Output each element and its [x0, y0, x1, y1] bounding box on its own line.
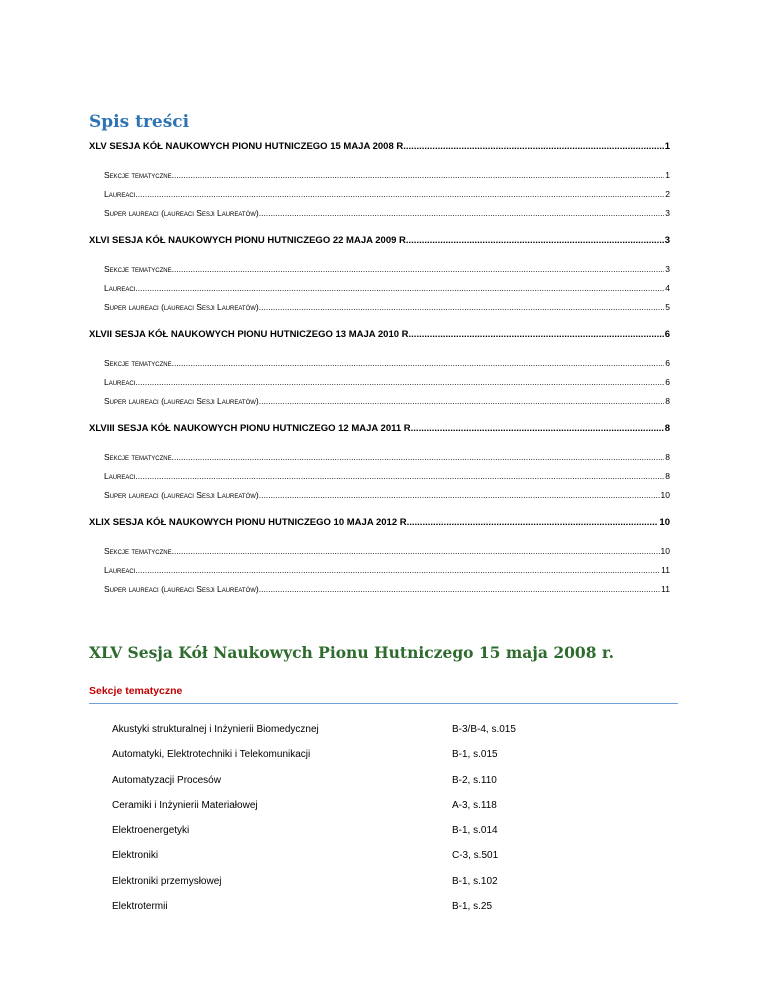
toc-subentry[interactable] — [89, 488, 670, 502]
toc-entry-label: XLVII SESJA KÓŁ NAUKOWYCH PIONU HUTNICZEGO 13 MAJA 2010 R. — [89, 329, 412, 340]
table-row — [112, 901, 632, 926]
section-room: B-1, s.102 — [452, 875, 498, 887]
toc-leader-dots — [135, 469, 664, 483]
section-name: Akustyki strukturalnej i Inżynierii Biomedycznej — [112, 724, 319, 735]
section-name: Elektroniki przemysłowej — [112, 875, 222, 887]
toc-entry-label: XLVI SESJA KÓŁ NAUKOWYCH PIONU HUTNICZEGO 22 MAJA 2009 R. — [89, 235, 409, 246]
toc-leader-dots — [259, 206, 665, 220]
toc-subentry[interactable] — [89, 300, 670, 314]
section-name: Ceramiki i Inżynierii Materiałowej — [112, 799, 258, 811]
toc-subentries — [89, 544, 670, 596]
toc-subentry-label: Sekcje tematyczne — [104, 452, 172, 462]
toc-subentry[interactable] — [89, 544, 670, 558]
toc-subentry-label: Sekcje tematyczne — [104, 170, 172, 180]
toc-leader-dots — [172, 262, 665, 276]
toc-leader-dots — [411, 328, 664, 342]
toc-subentry-page: 8 — [665, 471, 670, 481]
toc-subentries — [89, 168, 670, 220]
toc-entry-page: 8 — [664, 423, 670, 434]
toc-subentry-page: 1 — [665, 170, 670, 180]
toc-subentry-label: Sekcje tematyczne — [104, 264, 172, 274]
section-room: A-3, s.118 — [452, 799, 497, 811]
section-name: Automatyki, Elektrotechniki i Telekomunikacji — [112, 749, 311, 761]
toc-subentries — [89, 450, 670, 502]
toc-subentry-page: 3 — [665, 264, 670, 274]
toc-subentry[interactable] — [89, 394, 670, 408]
toc-subentry-label: Super laureaci (laureaci Sesji Laureatów) — [104, 302, 259, 312]
toc-subentry[interactable] — [89, 206, 670, 220]
table-row — [112, 800, 632, 825]
table-row — [112, 876, 632, 901]
toc-subentry-page: 10 — [660, 546, 670, 556]
table-of-contents — [89, 140, 670, 610]
toc-subentry-label: Laureaci — [104, 189, 136, 199]
toc-entry-label: XLVIII SESJA KÓŁ NAUKOWYCH PIONU HUTNICZEGO 12 MAJA 2011 R. — [89, 423, 414, 434]
table-row — [112, 749, 632, 774]
toc-leader-dots — [172, 450, 665, 464]
toc-leader-dots — [406, 140, 664, 154]
toc-entry-page: 1 — [664, 141, 670, 152]
toc-subentry-label: Laureaci — [104, 471, 136, 481]
toc-leader-dots — [259, 488, 660, 502]
toc-subentry[interactable] — [89, 582, 670, 596]
section-room: B-3/B-4, s.015 — [452, 724, 516, 735]
section-name: Elektrotermii — [112, 901, 168, 913]
toc-subentry-label: Sekcje tematyczne — [104, 358, 172, 368]
toc-subentry-page: 4 — [665, 283, 670, 293]
session-title: XLV Sesja Kół Naukowych Pionu Hutniczego 15 maja 2008 r. — [89, 643, 615, 662]
toc-subentry-label: Super laureaci (laureaci Sesji Laureatów) — [104, 396, 259, 406]
toc-subentry[interactable] — [89, 356, 670, 370]
toc-leader-dots — [172, 356, 665, 370]
toc-entry[interactable] — [89, 234, 670, 248]
toc-subentry-page: 5 — [665, 302, 670, 312]
toc-subentry[interactable] — [89, 450, 670, 464]
toc-leader-dots — [135, 375, 664, 389]
toc-subentries — [89, 262, 670, 314]
section-name: Elektroenergetyki — [112, 825, 190, 837]
table-row — [112, 724, 632, 749]
toc-leader-dots — [259, 300, 665, 314]
toc-leader-dots — [409, 234, 664, 248]
toc-entry-label: XLV SESJA KÓŁ NAUKOWYCH PIONU HUTNICZEGO 15 MAJA 2008 R. — [89, 141, 406, 152]
toc-entry[interactable] — [89, 516, 670, 530]
sections-subtitle: Sekcje tematyczne — [89, 685, 183, 697]
toc-leader-dots — [135, 563, 660, 577]
table-row — [112, 825, 632, 850]
section-room: B-2, s.110 — [452, 774, 497, 786]
toc-leader-dots — [135, 187, 664, 201]
section-name: Automatyzacji Procesów — [112, 774, 221, 786]
toc-subentry-page: 8 — [665, 452, 670, 462]
toc-entry-page: 3 — [664, 235, 670, 246]
table-row — [112, 850, 632, 875]
toc-subentry-page: 11 — [661, 584, 670, 594]
toc-subentry[interactable] — [89, 563, 670, 577]
toc-subentry-label: Super laureaci (laureaci Sesji Laureatów) — [104, 584, 259, 594]
section-room: C-3, s.501 — [452, 850, 499, 862]
table-row — [112, 775, 632, 800]
toc-subentry-page: 6 — [665, 377, 670, 387]
toc-subentry-label: Laureaci — [104, 565, 136, 575]
toc-entry[interactable] — [89, 422, 670, 436]
toc-subentry[interactable] — [89, 262, 670, 276]
toc-title: Spis treści — [89, 112, 190, 132]
toc-leader-dots — [172, 544, 660, 558]
toc-subentry-page: 10 — [660, 490, 670, 500]
toc-subentry-page: 3 — [665, 208, 670, 218]
toc-leader-dots — [172, 168, 665, 182]
toc-entry[interactable] — [89, 328, 670, 342]
sections-table — [112, 724, 632, 926]
toc-subentry[interactable] — [89, 469, 670, 483]
toc-subentry[interactable] — [89, 168, 670, 182]
section-room: B-1, s.015 — [452, 749, 498, 761]
toc-leader-dots — [413, 422, 663, 436]
toc-subentry-label: Super laureaci (laureaci Sesji Laureatów) — [104, 490, 259, 500]
toc-subentry-page: 8 — [665, 396, 670, 406]
toc-subentry[interactable] — [89, 187, 670, 201]
subtitle-divider — [89, 703, 678, 704]
toc-entry-page: 6 — [664, 329, 670, 340]
toc-leader-dots — [259, 394, 665, 408]
toc-leader-dots — [409, 516, 658, 530]
toc-subentry-page: 2 — [665, 189, 670, 199]
toc-entry[interactable] — [89, 140, 670, 154]
toc-subentry-label: Sekcje tematyczne — [104, 546, 172, 556]
section-room: B-1, s.014 — [452, 825, 498, 837]
toc-subentries — [89, 356, 670, 408]
toc-subentry-label: Laureaci — [104, 283, 136, 293]
toc-subentry-label: Laureaci — [104, 377, 136, 387]
section-room: B-1, s.25 — [452, 901, 493, 913]
toc-subentry-page: 11 — [661, 565, 670, 575]
toc-subentry-label: Super laureaci (laureaci Sesji Laureatów) — [104, 208, 259, 218]
toc-entry-page: 10 — [659, 517, 670, 528]
toc-subentry[interactable] — [89, 281, 670, 295]
toc-subentry-page: 6 — [665, 358, 670, 368]
section-name: Elektroniki — [112, 850, 159, 862]
toc-entry-label: XLIX SESJA KÓŁ NAUKOWYCH PIONU HUTNICZEGO 10 MAJA 2012 R. — [89, 517, 410, 528]
toc-leader-dots — [259, 582, 660, 596]
toc-leader-dots — [135, 281, 664, 295]
toc-subentry[interactable] — [89, 375, 670, 389]
